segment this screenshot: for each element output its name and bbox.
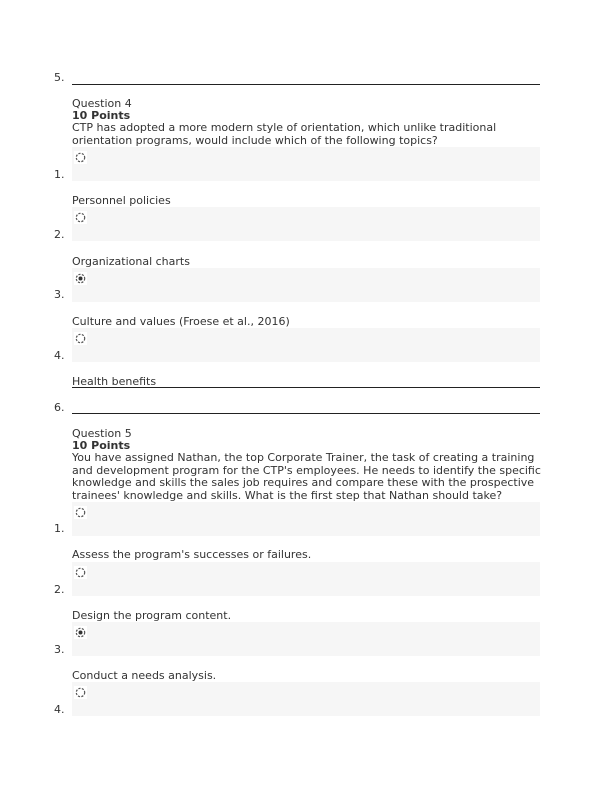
option-number: 2. (54, 583, 65, 596)
option-number: 3. (54, 288, 65, 301)
option-label[interactable]: Health benefits (72, 375, 157, 388)
option-row[interactable] (72, 328, 540, 362)
divider (72, 387, 540, 388)
option-number: 1. (54, 168, 65, 181)
option-number: 4. (54, 703, 65, 716)
option-label[interactable]: Design the program content. (72, 609, 232, 622)
option-number: 3. (54, 643, 65, 656)
option-number: 2. (54, 228, 65, 241)
radio-unselected-icon (74, 151, 87, 164)
radio-button[interactable] (74, 332, 87, 345)
radio-button[interactable] (74, 506, 87, 519)
option-row[interactable] (72, 622, 540, 656)
option-label[interactable]: Organizational charts (72, 255, 190, 268)
radio-unselected-icon (74, 506, 87, 519)
option-label[interactable]: Culture and values (Froese et al., 2016) (72, 315, 290, 328)
question-text: You have assigned Nathan, the top Corporate Trainer, the task of creating a training and development program for the CTP's employees. He needs to identify the specific knowledge and skills the sales job requires and compare these with the prospective trainees' knowledge and skills. What is the first step that Nathan should take? (72, 451, 541, 502)
option-label[interactable]: Personnel policies (72, 194, 171, 207)
item-number: 5. (54, 71, 65, 84)
option-label[interactable]: Assess the program's successes or failures. (72, 548, 312, 561)
radio-selected-icon (74, 626, 87, 639)
question-title: Question 4 (72, 97, 132, 110)
question-points: 10 Points (72, 109, 131, 122)
option-number: 1. (54, 522, 65, 535)
radio-unselected-icon (74, 211, 87, 224)
divider (72, 413, 540, 414)
option-row[interactable] (72, 268, 540, 302)
option-row[interactable] (72, 682, 540, 716)
option-row[interactable] (72, 502, 540, 536)
option-row[interactable] (72, 207, 540, 241)
item-number: 6. (54, 401, 65, 414)
divider (72, 84, 540, 85)
question-text: CTP has adopted a more modern style of orientation, which unlike traditional orientation programs, would include which of the following topics? (72, 121, 497, 147)
radio-button[interactable] (74, 151, 87, 164)
radio-unselected-icon (74, 332, 87, 345)
radio-button[interactable] (74, 686, 87, 699)
radio-unselected-icon (74, 566, 87, 579)
radio-button[interactable] (74, 626, 87, 639)
radio-button[interactable] (74, 272, 87, 285)
option-number: 4. (54, 349, 65, 362)
radio-selected-icon (74, 272, 87, 285)
question-points: 10 Points (72, 439, 131, 452)
question-title: Question 5 (72, 427, 132, 440)
option-label[interactable]: Conduct a needs analysis. (72, 669, 217, 682)
radio-unselected-icon (74, 686, 87, 699)
option-row[interactable] (72, 147, 540, 181)
radio-button[interactable] (74, 566, 87, 579)
radio-button[interactable] (74, 211, 87, 224)
option-row[interactable] (72, 562, 540, 596)
